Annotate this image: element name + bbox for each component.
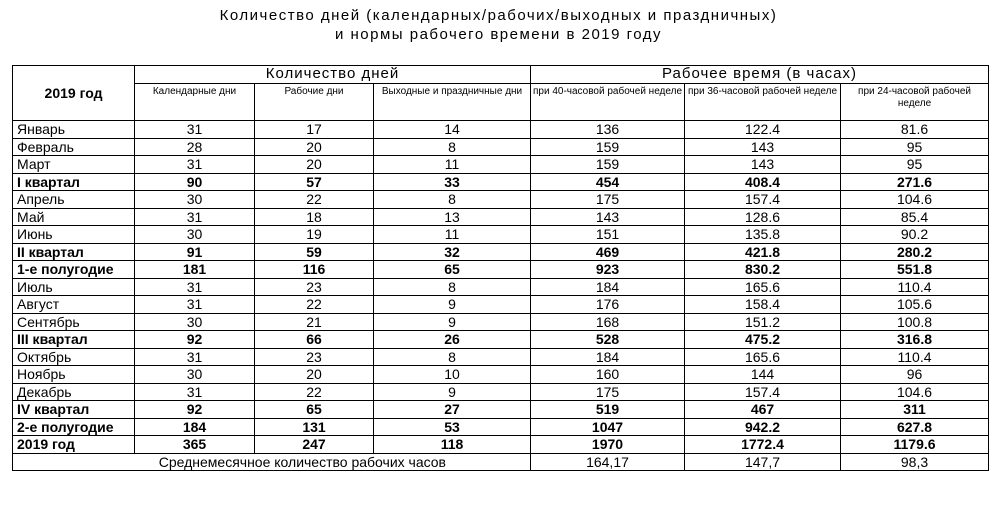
hours-36-cell: 421.8 — [685, 243, 841, 261]
work-days-cell: 22 — [255, 383, 374, 401]
hours-36-cell: 122.4 — [685, 121, 841, 139]
table-row — [13, 383, 989, 401]
off-days-cell: 11 — [374, 226, 531, 244]
calendar-days-cell: 181 — [135, 261, 255, 279]
row-name-cell: II квартал — [13, 243, 135, 261]
off-days-cell: 9 — [374, 296, 531, 314]
hours-24-cell: 280.2 — [841, 243, 989, 261]
hours-24-cell: 81.6 — [841, 121, 989, 139]
calendar-days-cell: 28 — [135, 138, 255, 156]
table-row — [13, 138, 989, 156]
off-days-cell: 118 — [374, 436, 531, 454]
work-days-cell: 20 — [255, 156, 374, 174]
off-days-cell: 26 — [374, 331, 531, 349]
work-hours-table — [12, 65, 989, 471]
hours-24-cell: 316.8 — [841, 331, 989, 349]
calendar-days-header: Календарные дни — [135, 84, 255, 121]
hours-24-cell: 110.4 — [841, 348, 989, 366]
hours-40-header: при 40-часовой рабочей неделе — [531, 84, 685, 121]
calendar-days-cell: 184 — [135, 418, 255, 436]
row-name-cell: Август — [13, 296, 135, 314]
table-row — [13, 156, 989, 174]
hours-24-cell: 1179.6 — [841, 436, 989, 454]
work-days-cell: 59 — [255, 243, 374, 261]
work-days-cell: 20 — [255, 138, 374, 156]
hours-24-cell: 96 — [841, 366, 989, 384]
row-name-cell: Сентябрь — [13, 313, 135, 331]
off-days-cell: 53 — [374, 418, 531, 436]
hours-36-cell: 467 — [685, 401, 841, 419]
table-row — [13, 366, 989, 384]
hours-40-cell: 184 — [531, 278, 685, 296]
off-days-cell: 8 — [374, 278, 531, 296]
off-days-cell: 8 — [374, 191, 531, 209]
hours-36-cell: 408.4 — [685, 173, 841, 191]
row-name-cell: Март — [13, 156, 135, 174]
work-days-cell: 66 — [255, 331, 374, 349]
row-name-cell: Июль — [13, 278, 135, 296]
row-name-cell: I квартал — [13, 173, 135, 191]
hours-36-cell: 135.8 — [685, 226, 841, 244]
average-row — [13, 453, 989, 471]
table-row — [13, 121, 989, 139]
table-row-total — [13, 261, 989, 279]
work-days-cell: 22 — [255, 191, 374, 209]
row-name-cell: Октябрь — [13, 348, 135, 366]
table-row — [13, 348, 989, 366]
hours-36-cell: 158.4 — [685, 296, 841, 314]
off-days-cell: 33 — [374, 173, 531, 191]
table-row — [13, 296, 989, 314]
hours-36-cell: 157.4 — [685, 191, 841, 209]
hours-24-cell: 311 — [841, 401, 989, 419]
calendar-days-cell: 31 — [135, 121, 255, 139]
work-days-cell: 131 — [255, 418, 374, 436]
hours-40-cell: 151 — [531, 226, 685, 244]
hours-40-cell: 184 — [531, 348, 685, 366]
hours-40-cell: 923 — [531, 261, 685, 279]
row-name-cell: Декабрь — [13, 383, 135, 401]
hours-24-cell: 100.8 — [841, 313, 989, 331]
table-row-total — [13, 331, 989, 349]
hours-24-cell: 104.6 — [841, 383, 989, 401]
hours-36-header: при 36-часовой рабочей неделе — [685, 84, 841, 121]
corner-header: 2019 год — [13, 66, 135, 121]
hours-36-cell: 143 — [685, 156, 841, 174]
table-row-total — [13, 173, 989, 191]
table-row — [13, 191, 989, 209]
hours-40-cell: 454 — [531, 173, 685, 191]
hours-36-cell: 151.2 — [685, 313, 841, 331]
off-days-cell: 32 — [374, 243, 531, 261]
off-days-header: Выходные и праздничные дни — [374, 84, 531, 121]
off-days-cell: 8 — [374, 138, 531, 156]
hours-24-cell: 627.8 — [841, 418, 989, 436]
off-days-cell: 10 — [374, 366, 531, 384]
work-days-cell: 21 — [255, 313, 374, 331]
average-label: Среднемесячное количество рабочих часов — [13, 453, 531, 471]
hours-36-cell: 144 — [685, 366, 841, 384]
calendar-days-cell: 365 — [135, 436, 255, 454]
work-days-cell: 17 — [255, 121, 374, 139]
hours-36-cell: 475.2 — [685, 331, 841, 349]
table-row-total — [13, 243, 989, 261]
table-row — [13, 208, 989, 226]
calendar-days-cell: 92 — [135, 401, 255, 419]
hours-40-cell: 469 — [531, 243, 685, 261]
hours-40-cell: 175 — [531, 383, 685, 401]
work-days-cell: 22 — [255, 296, 374, 314]
table-row-total — [13, 418, 989, 436]
calendar-days-cell: 31 — [135, 348, 255, 366]
work-days-cell: 65 — [255, 401, 374, 419]
calendar-days-cell: 30 — [135, 226, 255, 244]
row-name-cell: 1-е полугодие — [13, 261, 135, 279]
hours-40-cell: 160 — [531, 366, 685, 384]
document-title — [0, 6, 997, 44]
table-row — [13, 226, 989, 244]
work-days-cell: 23 — [255, 278, 374, 296]
row-name-cell: Февраль — [13, 138, 135, 156]
hours-24-cell: 110.4 — [841, 278, 989, 296]
hours-24-cell: 95 — [841, 138, 989, 156]
hours-36-cell: 830.2 — [685, 261, 841, 279]
hours-40-cell: 136 — [531, 121, 685, 139]
hours-40-cell: 168 — [531, 313, 685, 331]
work-days-cell: 116 — [255, 261, 374, 279]
calendar-days-cell: 31 — [135, 383, 255, 401]
title-line-2: и нормы рабочего времени в 2019 году — [334, 26, 663, 43]
hours-36-cell: 157.4 — [685, 383, 841, 401]
work-days-cell: 23 — [255, 348, 374, 366]
table-row — [13, 313, 989, 331]
work-days-cell: 20 — [255, 366, 374, 384]
hours-36-cell: 165.6 — [685, 348, 841, 366]
off-days-cell: 27 — [374, 401, 531, 419]
work-days-cell: 247 — [255, 436, 374, 454]
average-40: 164,17 — [531, 453, 685, 471]
hours-40-cell: 159 — [531, 138, 685, 156]
calendar-days-cell: 31 — [135, 156, 255, 174]
average-36: 147,7 — [685, 453, 841, 471]
off-days-cell: 9 — [374, 383, 531, 401]
off-days-cell: 9 — [374, 313, 531, 331]
calendar-days-cell: 30 — [135, 191, 255, 209]
row-name-cell: 2019 год — [13, 436, 135, 454]
off-days-cell: 65 — [374, 261, 531, 279]
row-name-cell: IV квартал — [13, 401, 135, 419]
row-name-cell: 2-е полугодие — [13, 418, 135, 436]
calendar-days-cell: 31 — [135, 296, 255, 314]
hours-40-cell: 175 — [531, 191, 685, 209]
hours-36-cell: 143 — [685, 138, 841, 156]
hours-24-cell: 104.6 — [841, 191, 989, 209]
hours-36-cell: 1772.4 — [685, 436, 841, 454]
row-name-cell: Апрель — [13, 191, 135, 209]
table-body — [13, 121, 989, 454]
calendar-days-cell: 91 — [135, 243, 255, 261]
hours-40-cell: 519 — [531, 401, 685, 419]
hours-24-cell: 85.4 — [841, 208, 989, 226]
hours-36-cell: 942.2 — [685, 418, 841, 436]
table-row-total — [13, 436, 989, 454]
row-name-cell: Июнь — [13, 226, 135, 244]
table-row-total — [13, 401, 989, 419]
table-row — [13, 278, 989, 296]
title-line-1: Количество дней (календарных/рабочих/выходных и праздничных) — [219, 7, 778, 24]
hours-24-cell: 90.2 — [841, 226, 989, 244]
row-name-cell: Ноябрь — [13, 366, 135, 384]
days-group-header: Количество дней — [135, 66, 531, 84]
average-24: 98,3 — [841, 453, 989, 471]
work-days-cell: 18 — [255, 208, 374, 226]
calendar-days-cell: 31 — [135, 208, 255, 226]
off-days-cell: 13 — [374, 208, 531, 226]
work-days-cell: 57 — [255, 173, 374, 191]
row-name-cell: Май — [13, 208, 135, 226]
calendar-days-cell: 92 — [135, 331, 255, 349]
hours-24-cell: 271.6 — [841, 173, 989, 191]
hours-36-cell: 128.6 — [685, 208, 841, 226]
calendar-days-cell: 30 — [135, 366, 255, 384]
hours-24-cell: 551.8 — [841, 261, 989, 279]
hours-36-cell: 165.6 — [685, 278, 841, 296]
hours-40-cell: 176 — [531, 296, 685, 314]
off-days-cell: 14 — [374, 121, 531, 139]
row-name-cell: Январь — [13, 121, 135, 139]
calendar-days-cell: 90 — [135, 173, 255, 191]
hours-40-cell: 528 — [531, 331, 685, 349]
hours-24-cell: 105.6 — [841, 296, 989, 314]
off-days-cell: 11 — [374, 156, 531, 174]
hours-40-cell: 143 — [531, 208, 685, 226]
hours-40-cell: 159 — [531, 156, 685, 174]
calendar-days-cell: 31 — [135, 278, 255, 296]
work-days-header: Рабочие дни — [255, 84, 374, 121]
off-days-cell: 8 — [374, 348, 531, 366]
hours-40-cell: 1970 — [531, 436, 685, 454]
calendar-days-cell: 30 — [135, 313, 255, 331]
work-days-cell: 19 — [255, 226, 374, 244]
hours-40-cell: 1047 — [531, 418, 685, 436]
hours-24-header: при 24-часовой рабочей неделе — [841, 84, 989, 121]
row-name-cell: III квартал — [13, 331, 135, 349]
hours-group-header: Рабочее время (в часах) — [531, 66, 989, 84]
hours-24-cell: 95 — [841, 156, 989, 174]
